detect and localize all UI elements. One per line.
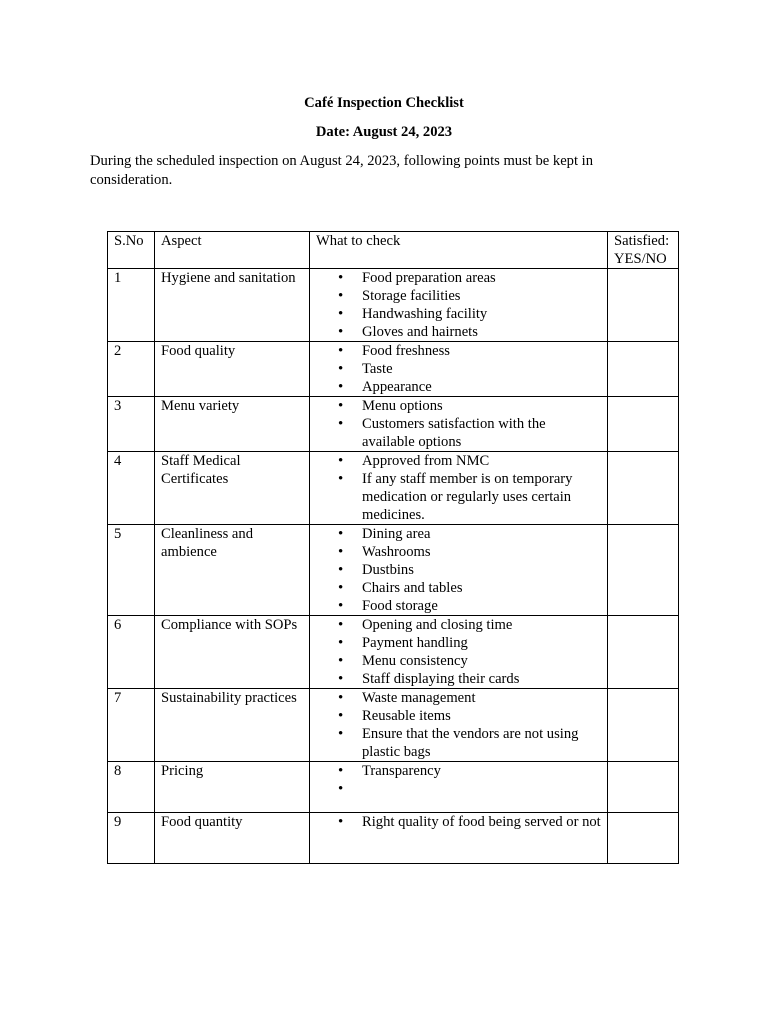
check-item: • Menu options xyxy=(316,397,601,415)
cell-satisfied[interactable] xyxy=(608,397,679,452)
check-items-list xyxy=(316,269,601,341)
header-satisfied: Satisfied: YES/NO xyxy=(608,232,679,269)
check-item: • Chairs and tables xyxy=(316,579,601,597)
check-item: • Waste management xyxy=(316,689,601,707)
cell-aspect: Cleanliness and ambience xyxy=(155,525,310,616)
cell-sno: 5 xyxy=(108,525,155,616)
check-item: • Transparency xyxy=(316,762,601,780)
cell-what-to-check xyxy=(310,525,608,616)
cell-sno: 1 xyxy=(108,269,155,342)
cell-sno: 8 xyxy=(108,762,155,813)
table-row xyxy=(108,397,679,452)
table-header-row xyxy=(108,232,679,269)
check-item: • Staff displaying their cards xyxy=(316,670,601,688)
inspection-table xyxy=(107,231,679,864)
check-items-list xyxy=(316,342,601,396)
cell-aspect: Staff Medical Certificates xyxy=(155,452,310,525)
cell-satisfied[interactable] xyxy=(608,813,679,864)
cell-what-to-check xyxy=(310,342,608,397)
table-row xyxy=(108,452,679,525)
check-item: • Dustbins xyxy=(316,561,601,579)
cell-satisfied[interactable] xyxy=(608,342,679,397)
header-sno: S.No xyxy=(108,232,155,269)
intro-paragraph: During the scheduled inspection on August 24, 2023, following points must be kept in consideration. xyxy=(90,153,594,188)
cell-sno: 4 xyxy=(108,452,155,525)
cell-satisfied[interactable] xyxy=(608,616,679,689)
cell-satisfied[interactable] xyxy=(608,269,679,342)
document-title: Café Inspection Checklist xyxy=(304,95,464,111)
cell-aspect: Hygiene and sanitation xyxy=(155,269,310,342)
check-item: • Food storage xyxy=(316,597,601,615)
cell-satisfied[interactable] xyxy=(608,525,679,616)
check-item: • Menu consistency xyxy=(316,652,601,670)
cell-aspect: Menu variety xyxy=(155,397,310,452)
check-item: • Storage facilities xyxy=(316,287,601,305)
cell-satisfied[interactable] xyxy=(608,452,679,525)
check-item: • Handwashing facility xyxy=(316,305,601,323)
header-what-to-check: What to check xyxy=(310,232,608,269)
check-item: • Payment handling xyxy=(316,634,601,652)
check-item: • Approved from NMC xyxy=(316,452,601,470)
cell-what-to-check xyxy=(310,269,608,342)
table-row xyxy=(108,689,679,762)
check-item xyxy=(316,780,601,798)
table-row xyxy=(108,269,679,342)
check-item: • Opening and closing time xyxy=(316,616,601,634)
check-items-list xyxy=(316,762,601,798)
check-items-list xyxy=(316,813,601,831)
check-items-list xyxy=(316,689,601,761)
check-item: • Food preparation areas xyxy=(316,269,601,287)
check-item: • Dining area xyxy=(316,525,601,543)
cell-what-to-check xyxy=(310,689,608,762)
table-row xyxy=(108,813,679,864)
check-item: • Food freshness xyxy=(316,342,601,360)
cell-what-to-check xyxy=(310,616,608,689)
check-item: • Customers satisfaction with the available options xyxy=(316,415,601,451)
cell-what-to-check xyxy=(310,813,608,864)
check-items-list xyxy=(316,525,601,615)
check-items-list xyxy=(316,616,601,688)
check-item: • Reusable items xyxy=(316,707,601,725)
check-items-list xyxy=(316,452,601,524)
cell-sno: 7 xyxy=(108,689,155,762)
header-aspect: Aspect xyxy=(155,232,310,269)
cell-what-to-check xyxy=(310,452,608,525)
cell-aspect: Food quality xyxy=(155,342,310,397)
check-item: • Washrooms xyxy=(316,543,601,561)
check-item: • Ensure that the vendors are not using plastic bags xyxy=(316,725,601,761)
table-row xyxy=(108,525,679,616)
cell-aspect: Sustainability practices xyxy=(155,689,310,762)
cell-aspect: Compliance with SOPs xyxy=(155,616,310,689)
check-item: • Right quality of food being served or not xyxy=(316,813,601,831)
cell-sno: 2 xyxy=(108,342,155,397)
cell-sno: 9 xyxy=(108,813,155,864)
cell-what-to-check xyxy=(310,762,608,813)
check-items-list xyxy=(316,397,601,451)
cell-aspect: Food quantity xyxy=(155,813,310,864)
table-row xyxy=(108,342,679,397)
cell-satisfied[interactable] xyxy=(608,689,679,762)
cell-what-to-check xyxy=(310,397,608,452)
document-date: Date: August 24, 2023 xyxy=(315,124,453,140)
cell-aspect: Pricing xyxy=(155,762,310,813)
check-item: • Taste xyxy=(316,360,601,378)
table-row xyxy=(108,616,679,689)
cell-sno: 3 xyxy=(108,397,155,452)
check-item: • If any staff member is on temporary medication or regularly uses certain medicines. xyxy=(316,470,601,524)
check-item: • Gloves and hairnets xyxy=(316,323,601,341)
check-item: • Appearance xyxy=(316,378,601,396)
table-row xyxy=(108,762,679,813)
cell-sno: 6 xyxy=(108,616,155,689)
cell-satisfied[interactable] xyxy=(608,762,679,813)
